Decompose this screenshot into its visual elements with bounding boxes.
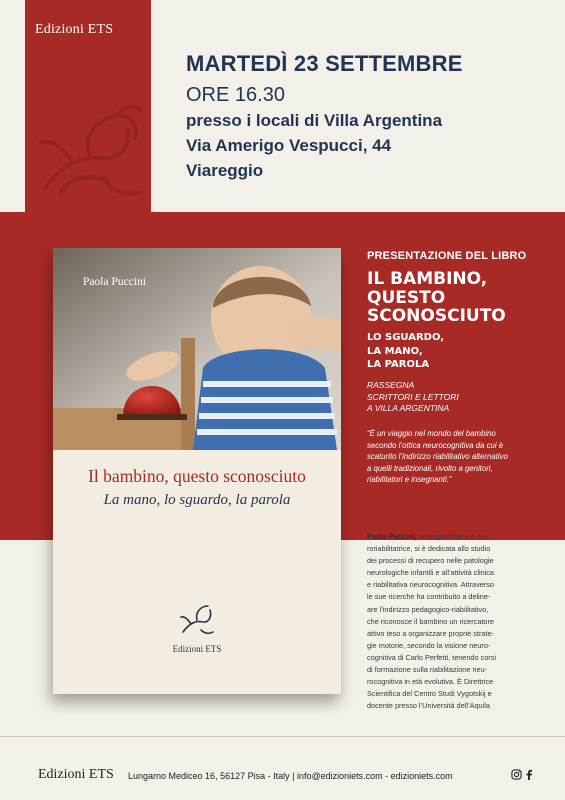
bio-line: e riabilitativa neurocognitiva. Attraverso [367,580,494,590]
footer-social [511,769,533,782]
presentation-subtitle-line: LA MANO, [367,345,423,357]
bio-first-line [367,531,543,543]
bio-author-name: Paola Puccini, [367,532,417,541]
bio-line: attivo teso a organizzare proprie strate- [367,628,494,638]
presentation-label: PRESENTAZIONE DEL LIBRO [367,250,527,262]
footer-divider [0,736,565,737]
footer-address: Lungarno Mediceo 16, 56127 Pisa - Italy | info@edizioniets.com - edizioniets.com [128,771,453,781]
presentation-subtitle-line: LA PAROLA [367,359,430,370]
series-line: RASSEGNA [367,380,415,390]
book-cover [53,248,341,694]
presentation-title-line: QUESTO [367,287,446,308]
quote-line: “È un viaggio nel mondo del bambino [367,429,496,438]
footer-logo: Edizioni ETS [38,767,114,782]
bio-line: are l’indirizzo pedagogico-riabilitativo, [367,604,489,614]
event-address: Via Amerigo Vespucci, 44 [186,136,392,155]
bio-line: neurologiche infantili e all’attività clinica [367,568,494,578]
event-location-line: presso i locali di Villa Argentina [186,111,443,130]
series-line: SCRITTORI E LETTORI [367,391,459,402]
bio-line: di formazione sulla riabilitazione neu- [367,665,488,675]
presentation-subtitle-line: LO SGUARDO, [367,332,445,343]
cover-title: Il bambino, questo sconosciuto [88,466,306,486]
presentation-subtitle [367,331,444,372]
event-city: Viareggio [186,161,264,180]
lion-emblem-icon [31,96,147,206]
presentation-title-line: IL BAMBINO, [367,269,488,289]
bio-line: che riconosce il bambino un ricercatore [367,616,494,626]
series-line: A VILLA ARGENTINA [367,403,450,413]
book-quote [367,428,537,486]
event-time: ORE 16.30 [186,84,285,106]
cover-author: Paola Puccini [83,276,146,288]
bio-line: Scientifica del Centro Studi Vygotskij e [367,689,492,699]
bio-line: rocognitiva in età evolutiva. È Direttrice [367,677,494,687]
quote-line: scaturito l’indirizzo riabilitativo alternativo [367,452,508,461]
quote-line: a quelli tradizionali, rivolto a genitori, [367,463,493,473]
cover-subtitle: La mano, lo sguardo, la parola [103,492,291,508]
publisher-mark-icon [179,602,215,636]
publisher-logo: Edizioni ETS [35,22,114,37]
facebook-icon[interactable] [525,769,533,780]
bio-text: neuropsichiatra e neu- [416,532,492,541]
bio-line: docente presso l’Università dell’Aquila [367,701,490,711]
presentation-title [367,270,506,326]
series-name [367,380,459,415]
cover-publisher: Edizioni ETS [172,644,222,654]
bio-line: le sue ricerche ha contribuito a deline- [367,592,491,602]
bio-line: gie motorie, secondo la visione neuro- [367,640,491,650]
author-bio [367,531,543,712]
instagram-icon[interactable] [511,769,522,780]
quote-line: riabilitatori e insegnanti.” [367,475,452,484]
event-info [186,50,463,183]
bio-line: dei processi di recupero nelle patologie [367,556,494,566]
presentation-title-line: SCONOSCIUTO [367,306,506,326]
event-date: MARTEDÌ 23 SETTEMBRE [186,51,463,76]
quote-line: secondo l’ottica neurocognitiva da cui è [367,440,504,450]
bio-line: roriabilitatrice, si è dedicata allo studio [367,544,491,554]
bio-line: cognitiva di Carlo Perfetti, tenendo corsi [367,652,496,662]
header-red-strip [25,0,151,212]
